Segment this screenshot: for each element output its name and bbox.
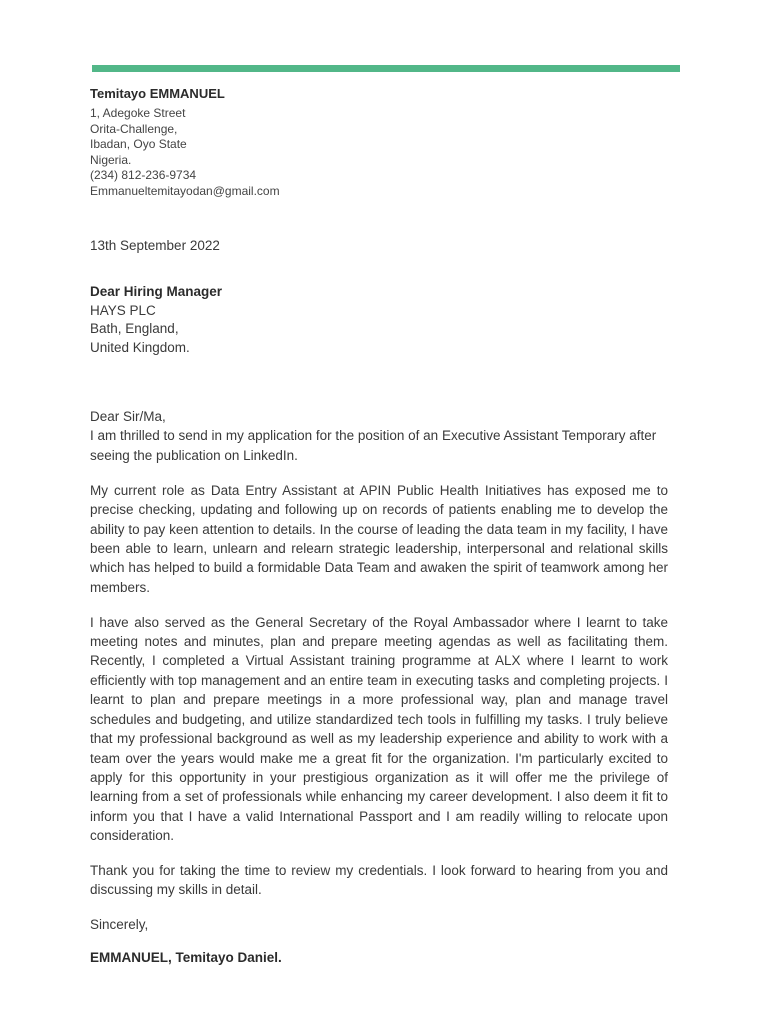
paragraph-thanks: Thank you for taking the time to review my credentials. I look forward to hearing from you and discussing my skills in detail. bbox=[90, 863, 668, 898]
recipient-country: United Kingdom. bbox=[90, 339, 190, 355]
recipient-name: Dear Hiring Manager bbox=[90, 284, 223, 299]
letter-body bbox=[90, 407, 668, 967]
signature: EMMANUEL, Temitayo Daniel. bbox=[90, 949, 282, 965]
letter-date: 13th September 2022 bbox=[90, 238, 220, 253]
recipient-city: Bath, England, bbox=[90, 321, 179, 336]
closing: Sincerely, bbox=[90, 917, 149, 933]
recipient-company: HAYS PLC bbox=[90, 302, 156, 318]
header-accent-bar bbox=[92, 65, 680, 72]
sender-address-line-4: Nigeria. bbox=[90, 152, 132, 167]
sender-email: Emmanueltemitayodan@gmail.com bbox=[90, 183, 280, 198]
paragraph-experience: I have also served as the General Secretary of the Royal Ambassador where I learnt to take meeting notes and minutes, plan and prepare meeting agendas as well as facilitating them. Recently, I completed a Virtual Assistant training programme at ALX where I learnt to work efficiently with top management and an entire team in executing tasks and completing projects. I learnt to plan and prepare meetings in a more professional way, plan and manage travel schedules and budgeting, and utilize standardized tech tools in fulfilling my tasks. I truly believe that my professional background as well as my leadership experience and ability to work with a team over the years would make me a great fit for the organization. I'm particularly excited to apply for this opportunity in your prestigious organization as it will offer me the privilege of learning from a set of professionals while enhancing my career development. I also deem it fit to inform you that I have a valid International Passport and I am readily willing to relocate upon consideration. bbox=[90, 614, 668, 844]
paragraph-intro: I am thrilled to send in my application for the position of an Executive Assistant Temporary after seeing the publication on LinkedIn. bbox=[90, 428, 657, 463]
sender-block bbox=[90, 85, 680, 199]
paragraph-current-role: My current role as Data Entry Assistant at APIN Public Health Initiatives has exposed me to precise checking, updating and following up on records of patients enabling me to develop the ability to pay keen attention to details. In the course of leading the data team in my facility, I have been able to learn, unlearn and relearn strategic leadership, interpersonal and relational skills which has helped to build a formidable Data Team and awaken the spirit of teamwork among her members. bbox=[90, 482, 668, 595]
sender-name: Temitayo EMMANUEL bbox=[90, 86, 225, 101]
salutation: Dear Sir/Ma, bbox=[90, 409, 166, 424]
recipient-block bbox=[90, 283, 222, 357]
sender-address-line-2: Orita-Challenge, bbox=[90, 121, 178, 136]
sender-address-line-1: 1, Adegoke Street bbox=[90, 106, 186, 120]
sender-address-line-3: Ibadan, Oyo State bbox=[90, 137, 187, 151]
sender-phone: (234) 812-236-9734 bbox=[90, 168, 197, 182]
